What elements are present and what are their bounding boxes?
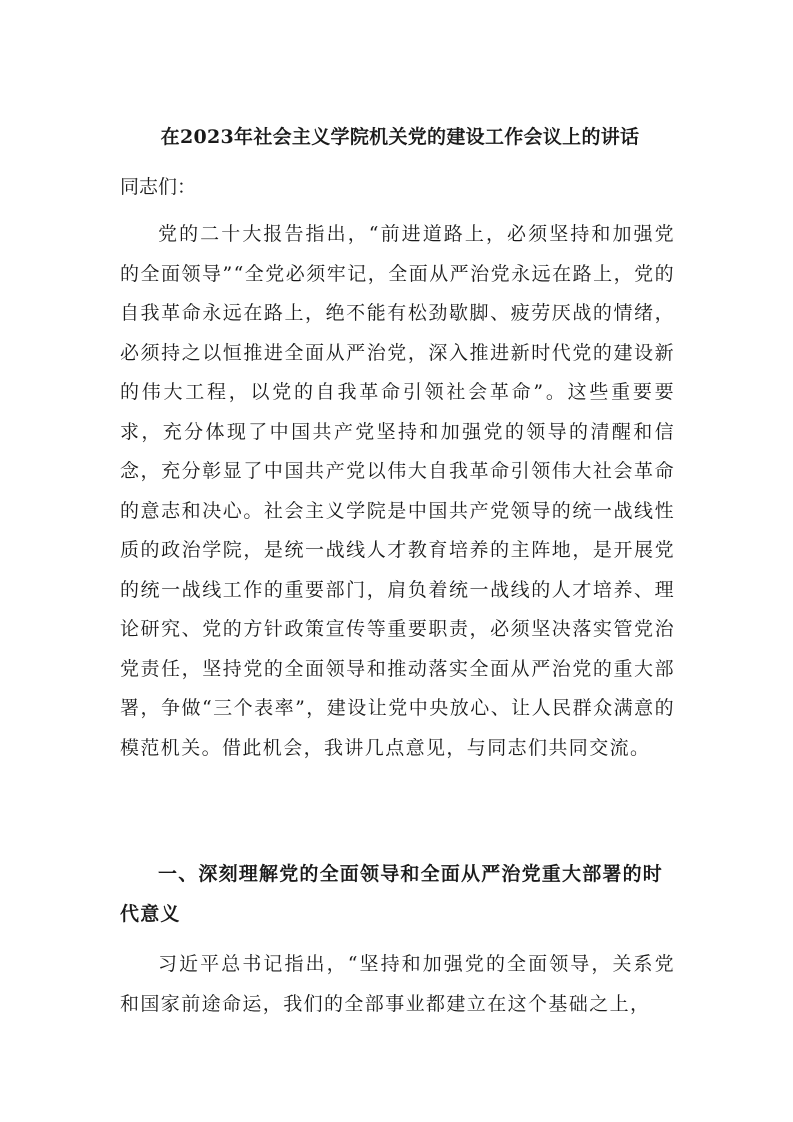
body-paragraph: 党的二十大报告指出，“前进道路上，必须坚持和加强党的全面领导”“全党必须牢记，全面从严治党永远在路上，党的自我革命永远在路上，绝不能有松劲歇脚、疲劳厌战的情绪，必须持之以恒推进全面从严治党，深入推进新时代党的建设新的伟大工程，以党的自我革命引领社会革命”。这些重要要求，充分体现了中国共产党坚持和加强党的领导的清醒和信念，充分彰显了中国共产党以伟大自我革命引领伟大社会革命的意志和决心。社会主义学院是中国共产党领导的统一战线性质的政治学院，是统一战线人才教育培养的主阵地，是开展党的统一战线工作的重要部门，肩负着统一战线的人才培养、理论研究、党的方针政策宣传等重要职责，必须坚决落实管党治党责任，坚持党的全面领导和推动落实全面从严治党的重大部署，争做“三个表率”，建设让党中央放心、让人民群众满意的模范机关。借此机会，我讲几点意见，与同志们共同交流。 [120, 223, 675, 759]
salutation: 同志们： [120, 176, 197, 198]
document-title: 在2023年社会主义学院机关党的建设工作会议上的讲话 [160, 126, 640, 148]
section-heading: 一、深刻理解党的全面领导和全面从严治党重大部署的时代意义 [120, 863, 664, 925]
body-paragraph: 习近平总书记指出，“坚持和加强党的全面领导，关系党和国家前途命运，我们的全部事业都建立在这个基础之上， [120, 953, 675, 1015]
